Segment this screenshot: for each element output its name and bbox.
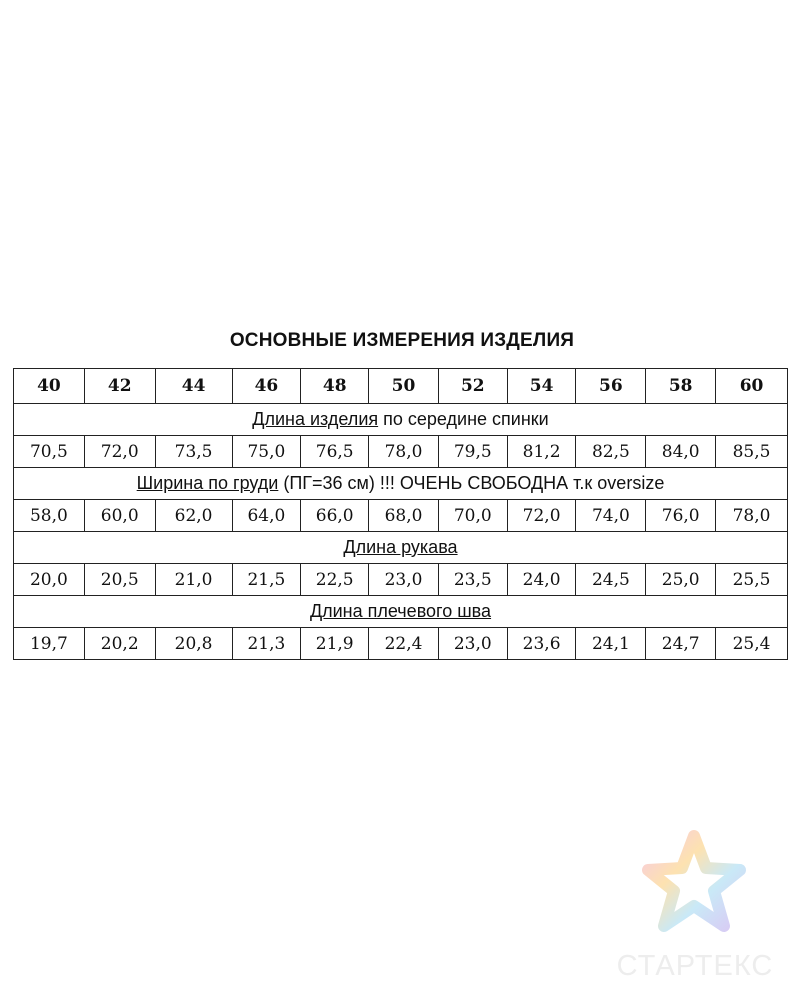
- startex-logo: [600, 826, 790, 986]
- section-label-row: [14, 596, 788, 628]
- size-cell: 46: [232, 369, 301, 404]
- table-title: ОСНОВНЫЕ ИЗМЕРЕНИЯ ИЗДЕЛИЯ: [229, 330, 575, 351]
- section-label-underlined: Ширина по груди: [136, 473, 279, 493]
- value-cell: 24,7: [646, 628, 716, 660]
- value-cell: 68,0: [369, 500, 439, 532]
- size-cell: 58: [646, 369, 716, 404]
- value-cell: 64,0: [232, 500, 301, 532]
- value-cell: 24,1: [576, 628, 646, 660]
- size-cell: 56: [576, 369, 646, 404]
- section-label: [14, 468, 788, 500]
- value-cell: 75,0: [232, 436, 301, 468]
- measurements-table: [13, 368, 788, 660]
- value-cell: 21,3: [232, 628, 301, 660]
- section-label-row: [14, 532, 788, 564]
- value-cell: 25,0: [646, 564, 716, 596]
- value-cell: 78,0: [716, 500, 788, 532]
- size-cell: 60: [716, 369, 788, 404]
- value-cell: 23,5: [438, 564, 507, 596]
- value-cell: 25,4: [716, 628, 788, 660]
- value-cell: 20,0: [14, 564, 85, 596]
- section-label: [14, 596, 788, 628]
- value-cell: 23,6: [507, 628, 576, 660]
- section-label: [14, 532, 788, 564]
- value-cell: 70,5: [14, 436, 85, 468]
- value-cell: 19,7: [14, 628, 85, 660]
- size-cell: 54: [507, 369, 576, 404]
- size-cell: 40: [14, 369, 85, 404]
- value-cell: 84,0: [646, 436, 716, 468]
- section-label-underlined: Длина изделия: [252, 409, 379, 429]
- section-label-underlined: Длина плечевого шва: [309, 601, 492, 621]
- values-row: [14, 628, 788, 660]
- value-cell: 70,0: [438, 500, 507, 532]
- value-cell: 81,2: [507, 436, 576, 468]
- section-label-underlined: Длина рукава: [343, 537, 458, 557]
- value-cell: 60,0: [84, 500, 155, 532]
- section-label-row: [14, 468, 788, 500]
- value-cell: 72,0: [84, 436, 155, 468]
- value-cell: 20,2: [84, 628, 155, 660]
- value-cell: 66,0: [301, 500, 369, 532]
- section-label-rest: по середине спинки: [378, 409, 549, 429]
- value-cell: 76,0: [646, 500, 716, 532]
- size-cell: 50: [369, 369, 439, 404]
- value-cell: 58,0: [14, 500, 85, 532]
- values-row: [14, 436, 788, 468]
- value-cell: 21,5: [232, 564, 301, 596]
- values-row: [14, 564, 788, 596]
- value-cell: 23,0: [369, 564, 439, 596]
- value-cell: 73,5: [155, 436, 232, 468]
- size-cell: 52: [438, 369, 507, 404]
- value-cell: 23,0: [438, 628, 507, 660]
- value-cell: 78,0: [369, 436, 439, 468]
- size-cell: 48: [301, 369, 369, 404]
- section-label-rest: (ПГ=36 см) !!! ОЧЕНЬ СВОБОДНА т.к oversize: [278, 473, 665, 493]
- value-cell: 20,5: [84, 564, 155, 596]
- star-icon: [638, 826, 750, 938]
- value-cell: 76,5: [301, 436, 369, 468]
- section-label-row: [14, 404, 788, 436]
- value-cell: 85,5: [716, 436, 788, 468]
- size-cell: 42: [84, 369, 155, 404]
- value-cell: 25,5: [716, 564, 788, 596]
- value-cell: 21,0: [155, 564, 232, 596]
- sizes-row: [14, 369, 788, 404]
- values-row: [14, 500, 788, 532]
- value-cell: 82,5: [576, 436, 646, 468]
- value-cell: 24,0: [507, 564, 576, 596]
- value-cell: 24,5: [576, 564, 646, 596]
- value-cell: 74,0: [576, 500, 646, 532]
- value-cell: 62,0: [155, 500, 232, 532]
- section-label: [14, 404, 788, 436]
- value-cell: 22,4: [369, 628, 439, 660]
- size-cell: 44: [155, 369, 232, 404]
- value-cell: 20,8: [155, 628, 232, 660]
- value-cell: 72,0: [507, 500, 576, 532]
- value-cell: 79,5: [438, 436, 507, 468]
- value-cell: 21,9: [301, 628, 369, 660]
- logo-text: СТАРТЕКС: [616, 950, 774, 982]
- value-cell: 22,5: [301, 564, 369, 596]
